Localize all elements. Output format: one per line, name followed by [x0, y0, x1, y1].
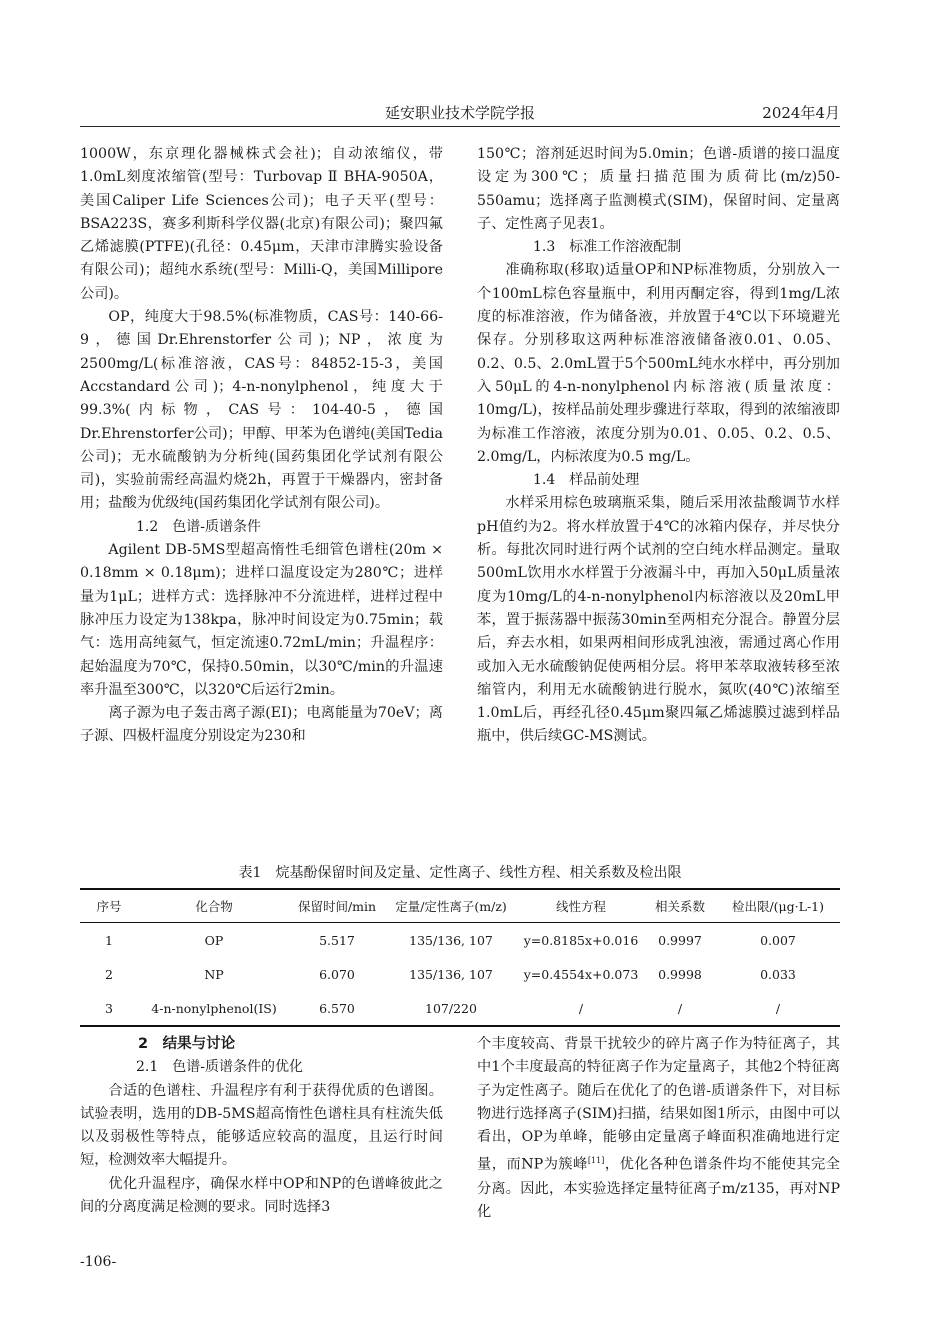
paragraph-sample-prep: 水样采用棕色玻璃瓶采集，随后采用浓盐酸调节水样pH值约为2。将水样放置于4℃的冰箱内保存，并尽快分析。每批次同时进行两个试剂的空白纯水样品测定。量取500mL饮用水水样置于分液漏斗中，再加入50μL质量浓度为10mg/L的4-n-nonylphenol内标溶液以及20mL甲苯，置于振荡器中振荡30min至两相充分混合。静置分层后，弃去水相，如果两相间形成乳浊液，需通过离心作用或加入无水硫酸钠促使两相分层。将甲苯萃取液转移至浓缩管内，利用无水硫酸钠进行脱水，氮吹(40℃)浓缩至1.0mL后，再经孔径0.45μm聚四氟乙烯滤膜过滤到样品瓶中，供后续GC-MS测试。: [477, 495, 840, 745]
heading-2-1: 2.1 色谱-质谱条件的优化: [136, 1059, 303, 1076]
paragraph-instruments: 1000W，东京理化器械株式会社)；自动浓缩仪，带1.0mL刻度浓缩管(型号：Turbovap Ⅱ BHA-9050A，美国Caliper Life Sciences公司)；电子天平(型号：BSA223S，赛多利斯科学仪器(北京)有限公司)；聚四氟乙烯滤膜(PTFE)(孔径：0.45μm，天津市津腾实验设备有限公司)；超纯水系统(型号：Milli-Q，美国Millipore公司)。: [80, 146, 443, 302]
running-header: [80, 100, 840, 127]
citation-ref[interactable]: [11]: [587, 1156, 605, 1166]
table-header-row: [80, 889, 840, 923]
cell: 0.9997: [658, 932, 702, 948]
col-header-equation: 线性方程: [518, 889, 644, 923]
heading-1-4: 1.4 样品前处理: [533, 472, 640, 489]
cell: 107/220: [425, 1000, 477, 1016]
col-header-index: 序号: [80, 889, 138, 923]
heading-1-2: 1.2 色谱-质谱条件: [136, 518, 261, 535]
paragraph-ms-conditions-cont: 150℃；溶剂延迟时间为5.0min；色谱-质谱的接口温度设定为300℃；质量扫描范围为质荷比(m/z)50-550amu；选择离子监测模式(SIM)，保留时间、定量离子、定性离子见表1。: [477, 146, 840, 232]
results-table: [80, 888, 840, 1027]
cell: 0.033: [760, 966, 796, 982]
paragraph-sim-scan: [477, 1033, 840, 1224]
paragraph-standard-solution: 准确称取(移取)适量OP和NP标准物质，分别放入一个100mL棕色容量瓶中，利用丙酮定容，得到1mg/L浓度的标准溶液，作为储备液，并放置于4℃以下环境避光保存。分别移取这两种标准溶液储备液0.01、0.05、0.2、0.5、2.0mL置于5个500mL纯水水样中，再分别加入50μL的4-n-nonylphenol内标溶液(质量浓度：10mg/L)，按样品前处理步骤进行萃取，得到的浓缩液即为标准工作溶液，浓度分别为0.01、0.05、0.2、0.5、2.0mg/L，内标浓度为0.5 mg/L。: [477, 262, 840, 465]
cell: 135/136, 107: [409, 932, 493, 948]
heading-1-3: 1.3 标准工作溶液配制: [533, 239, 682, 256]
cell: 6.070: [319, 966, 355, 982]
col-header-ions: 定量/定性离子(m/z): [384, 889, 518, 923]
table-row: [80, 957, 840, 991]
cell: 0.9998: [658, 966, 702, 982]
cell: NP: [204, 966, 224, 982]
page-number: -106-: [80, 1254, 117, 1270]
col-header-lod: 检出限/(μg·L-1): [716, 889, 840, 923]
cell: y=0.4554x+0.073: [523, 966, 639, 982]
paragraph-temperature-program: 优化升温程序，确保水样中OP和NP的色谱峰彼此之间的分离度满足检测的要求。同时选择3: [80, 1175, 443, 1216]
cell: 3: [105, 1000, 113, 1016]
right-column-top: [477, 143, 840, 749]
cell: OP: [204, 932, 224, 948]
cell: 1: [105, 932, 113, 948]
table-caption: 表1 烷基酚保留时间及定量、定性离子、线性方程、相关系数及检出限: [238, 865, 682, 881]
cell: 6.570: [319, 1000, 355, 1016]
table-row: [80, 923, 840, 958]
left-column-bottom: [80, 1033, 443, 1219]
paragraph-ms-conditions: 离子源为电子轰击离子源(EI)；电离能量为70eV；离子源、四极杆温度分别设定为230和: [80, 705, 443, 745]
cell: /: [775, 1000, 781, 1016]
left-column-top: [80, 143, 443, 749]
table-row: [80, 991, 840, 1026]
paragraph-reagents: OP，纯度大于98.5%(标准物质，CAS号：140-66-9，德国Dr.Ehrenstorfer公司)；NP，浓度为2500mg/L(标准溶液，CAS号：84852-15-3，美国Accstandard公司)；4-n-nonylphenol，纯度大于99.3%(内标物，CAS号：104-40-5，德国Dr.Ehrenstorfer公司)；甲醇、甲苯为色谱纯(美国Tedia公司)；无水硫酸钠为分析纯(国药集团化学试剂有限公司)，实验前需经高温灼烧2h，再置于干燥器内，密封备用；盐酸为优级纯(国药集团化学试剂有限公司)。: [80, 309, 443, 512]
col-header-compound: 化合物: [138, 889, 290, 923]
cell: 5.517: [319, 932, 355, 948]
paragraph-gc-conditions: Agilent DB-5MS型超高惰性毛细管色谱柱(20m × 0.18mm × 0.18μm)；进样口温度设定为280℃；进样量为1μL；进样方式：选择脉冲不分流进样，进样过程中脉冲压力设定为138kpa，脉冲时间设定为0.75min；载气：选用高纯氦气，恒定流速0.72mL/min；升温程序：起始温度为70℃，保持0.50min，以30℃/min的升温速率升温至300℃，以320℃后运行2min。: [80, 542, 443, 698]
sim-text-a: 个丰度较高、背景干扰较少的碎片离子作为特征离子，其中1个丰度最高的特征离子作为定量离子，其他2个特征离子为定性离子。随后在优化了的色谱-质谱条件下，对目标物进行选择离子(SIM)扫描，结果如图1所示，由图中可以看出，OP为单峰，能够由定量离子峰面积准确地进行定量，而NP为簇峰: [477, 1036, 840, 1174]
right-column-bottom: [477, 1033, 840, 1224]
heading-section-2: 2 结果与讨论: [138, 1036, 236, 1052]
cell: y=0.8185x+0.016: [523, 932, 639, 948]
cell: /: [578, 1000, 584, 1016]
cell: 2: [105, 966, 113, 982]
cell: 0.007: [760, 932, 796, 948]
col-header-correlation: 相关系数: [644, 889, 716, 923]
cell: 4-n-nonylphenol(IS): [151, 1000, 277, 1016]
issue-date: 2024年4月: [762, 104, 840, 122]
journal-title: 延安职业技术学院学报: [384, 104, 535, 122]
cell: 135/136, 107: [409, 966, 493, 982]
paragraph-column-selection: 合适的色谱柱、升温程序有利于获得优质的色谱图。试验表明，选用的DB-5MS超高惰性色谱柱具有柱流失低以及弱极性等特点，能够适应较高的温度，且运行时间短，检测效率大幅提升。: [80, 1082, 443, 1169]
col-header-retention: 保留时间/min: [290, 889, 384, 923]
cell: /: [677, 1000, 683, 1016]
sim-text-b: ，优化各种色谱条件均不能使其完全分离。因此，本实验选择定量特征离子m/z135，再对NP化: [477, 1157, 840, 1220]
